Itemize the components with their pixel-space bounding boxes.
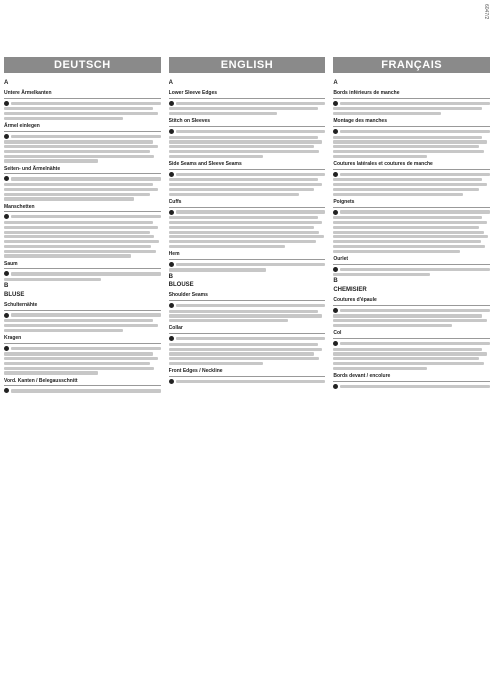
text-row: [4, 346, 161, 351]
step-number-icon: [4, 346, 9, 351]
instruction-block: [333, 119, 490, 158]
text-line: [169, 352, 315, 355]
text-line: [333, 352, 487, 355]
section-a-letter: A: [4, 80, 9, 86]
text-line: [169, 231, 319, 234]
text-row: [169, 172, 326, 177]
step-number-icon: [4, 176, 9, 181]
text-line: [169, 362, 263, 365]
text-line: [4, 197, 134, 200]
step-number-icon: [4, 271, 9, 276]
text-line: [11, 313, 161, 316]
text-line: [4, 319, 153, 322]
text-line: [333, 240, 480, 243]
text-row: [169, 379, 326, 384]
instruction-block: [4, 205, 161, 258]
text-line: [333, 231, 483, 234]
text-line: [340, 342, 490, 345]
step-number-icon: [333, 210, 338, 215]
text-line: [4, 183, 153, 186]
step-number-icon: [169, 210, 174, 215]
step-number-icon: [333, 384, 338, 389]
text-line: [340, 385, 490, 388]
section-a-letter: A: [333, 80, 338, 86]
text-line: [333, 178, 482, 181]
text-line: [4, 150, 150, 153]
instruction-block: [333, 331, 490, 370]
instruction-title: Montage des manches: [333, 119, 490, 127]
text-line: [169, 136, 318, 139]
instruction-title: Manschetten: [4, 205, 161, 213]
text-line: [4, 140, 153, 143]
text-line: [340, 268, 490, 271]
text-line: [340, 130, 490, 133]
text-line: [176, 210, 326, 213]
text-line: [333, 112, 441, 115]
text-line: [333, 226, 479, 229]
section-b-letter: B: [4, 283, 9, 290]
text-line: [340, 173, 490, 176]
instruction-title: Side Seams and Sleeve Seams: [169, 162, 326, 170]
step-number-icon: [169, 172, 174, 177]
text-row: [4, 313, 161, 318]
section-b-letter: B: [333, 278, 338, 285]
instruction-title: Stitch on Sleeves: [169, 119, 326, 127]
text-line: [11, 177, 161, 180]
text-line: [333, 367, 427, 370]
instruction-block: [333, 374, 490, 389]
text-line: [169, 319, 288, 322]
text-line: [333, 140, 487, 143]
text-line: [333, 362, 483, 365]
instruction-block: [169, 369, 326, 384]
text-line: [333, 250, 460, 253]
text-line: [176, 102, 326, 105]
text-line: [4, 250, 156, 253]
text-line: [340, 210, 490, 213]
step-number-icon: [333, 341, 338, 346]
text-line: [176, 337, 326, 340]
text-line: [333, 273, 430, 276]
text-line: [4, 235, 154, 238]
section-a-letter: A: [168, 80, 174, 86]
text-line: [4, 254, 131, 257]
text-line: [333, 155, 427, 158]
text-line: [169, 226, 315, 229]
text-line: [340, 102, 490, 105]
step-number-icon: [333, 267, 338, 272]
instruction-block: [333, 200, 490, 253]
text-row: [169, 262, 326, 267]
text-line: [11, 272, 161, 275]
text-line: [4, 231, 150, 234]
instruction-title: Col: [333, 331, 490, 339]
column-german: [4, 78, 161, 698]
section-b-title: BLUSE: [4, 291, 25, 298]
instruction-title: Lower Sleeve Edges: [169, 91, 326, 99]
text-row: [4, 271, 161, 276]
instruction-title: Kragen: [4, 336, 161, 344]
text-line: [4, 107, 153, 110]
instruction-title: Ourlet: [333, 257, 490, 265]
text-line: [333, 145, 479, 148]
text-line: [333, 357, 479, 360]
text-line: [169, 188, 315, 191]
text-line: [333, 319, 487, 322]
text-line: [176, 263, 326, 266]
text-line: [4, 352, 153, 355]
text-line: [333, 136, 482, 139]
instruction-block: [4, 262, 161, 282]
step-number-icon: [4, 134, 9, 139]
document-code: 6047/2: [483, 4, 489, 20]
text-line: [169, 140, 323, 143]
text-line: [176, 304, 326, 307]
text-line: [4, 329, 123, 332]
section-b-letter: B: [168, 273, 174, 280]
text-line: [333, 216, 482, 219]
instruction-title: Collar: [169, 326, 326, 334]
text-row: [333, 210, 490, 215]
text-line: [333, 183, 487, 186]
instruction-block: [4, 336, 161, 375]
text-line: [333, 324, 452, 327]
instruction-title: Coutures latérales et coutures de manche: [333, 162, 490, 170]
text-line: [4, 117, 123, 120]
text-line: [11, 389, 161, 392]
instruction-title: Poignets: [333, 200, 490, 208]
text-line: [4, 357, 158, 360]
instruction-block: [4, 379, 161, 394]
text-line: [169, 240, 316, 243]
text-line: [11, 215, 161, 218]
text-line: [333, 245, 485, 248]
text-line: [4, 155, 154, 158]
text-line: [169, 216, 318, 219]
text-row: [333, 341, 490, 346]
instruction-title: Bords inférieurs de manche: [333, 91, 490, 99]
text-row: [4, 176, 161, 181]
text-line: [333, 235, 488, 238]
step-number-icon: [169, 129, 174, 134]
header-german: DEUTSCH: [4, 57, 161, 73]
instruction-title: Ärmel einlegen: [4, 124, 161, 132]
instruction-block: [169, 119, 326, 158]
instruction-title: Front Edges / Neckline: [169, 369, 326, 377]
text-row: [169, 129, 326, 134]
instruction-title: Untere Ärmelkanten: [4, 91, 161, 99]
step-number-icon: [333, 172, 338, 177]
text-line: [4, 240, 159, 243]
text-line: [11, 347, 161, 350]
text-line: [169, 221, 323, 224]
text-line: [169, 235, 324, 238]
text-line: [169, 178, 318, 181]
instruction-block: [4, 303, 161, 332]
text-row: [169, 303, 326, 308]
instruction-title: Cuffs: [169, 200, 326, 208]
text-line: [333, 193, 463, 196]
text-line: [4, 324, 158, 327]
text-row: [169, 101, 326, 106]
instruction-title: Seiten- und Ärmelnähte: [4, 167, 161, 175]
column-english: [169, 78, 326, 698]
instruction-block: [169, 293, 326, 322]
step-number-icon: [333, 308, 338, 313]
text-line: [169, 245, 285, 248]
text-line: [169, 357, 319, 360]
text-line: [4, 362, 150, 365]
instruction-title: Shoulder Seams: [169, 293, 326, 301]
instruction-block: [333, 257, 490, 277]
text-line: [333, 314, 482, 317]
text-line: [176, 130, 326, 133]
instruction-title: Hem: [169, 252, 326, 260]
step-number-icon: [333, 129, 338, 134]
text-line: [169, 310, 318, 313]
step-number-icon: [4, 388, 9, 393]
instruction-title: Saum: [4, 262, 161, 270]
step-number-icon: [4, 101, 9, 106]
text-line: [4, 145, 158, 148]
columns: [4, 78, 490, 698]
step-number-icon: [169, 303, 174, 308]
text-line: [4, 159, 98, 162]
instruction-block: [169, 326, 326, 365]
text-line: [333, 188, 479, 191]
text-line: [11, 135, 161, 138]
section-b-title: CHEMISIER: [333, 287, 367, 294]
step-number-icon: [4, 214, 9, 219]
text-row: [333, 172, 490, 177]
instruction-title: Coutures d'épaule: [333, 298, 490, 306]
text-line: [176, 173, 326, 176]
text-line: [4, 221, 153, 224]
text-row: [4, 134, 161, 139]
step-number-icon: [169, 336, 174, 341]
header-english: ENGLISH: [169, 57, 326, 73]
instruction-block: [169, 200, 326, 248]
instruction-title: Vord. Kanten / Belegausschnitt: [4, 379, 161, 387]
instruction-title: Schulternähte: [4, 303, 161, 311]
text-line: [169, 183, 323, 186]
step-number-icon: [169, 101, 174, 106]
text-line: [169, 145, 315, 148]
text-row: [4, 214, 161, 219]
instruction-block: [4, 124, 161, 163]
text-line: [333, 150, 483, 153]
text-line: [4, 226, 158, 229]
text-line: [4, 193, 150, 196]
section-b-title: BLOUSE: [168, 282, 194, 289]
text-line: [169, 112, 277, 115]
text-line: [333, 221, 487, 224]
text-line: [340, 309, 490, 312]
text-line: [169, 314, 323, 317]
text-row: [169, 336, 326, 341]
step-number-icon: [169, 262, 174, 267]
text-line: [169, 150, 319, 153]
text-line: [333, 107, 482, 110]
text-row: [4, 388, 161, 393]
instruction-block: [4, 167, 161, 201]
text-row: [333, 308, 490, 313]
instruction-block: [169, 91, 326, 115]
column-french: [333, 78, 490, 698]
text-line: [4, 112, 158, 115]
text-line: [4, 371, 98, 374]
instruction-block: [4, 91, 161, 120]
instruction-block: [333, 91, 490, 115]
text-line: [333, 348, 482, 351]
language-headers: [4, 57, 490, 73]
text-line: [11, 102, 161, 105]
text-line: [169, 348, 323, 351]
text-line: [4, 188, 158, 191]
text-line: [169, 155, 263, 158]
header-french: FRANÇAIS: [333, 57, 490, 73]
instruction-block: [169, 252, 326, 272]
step-number-icon: [4, 313, 9, 318]
text-line: [169, 193, 299, 196]
text-line: [4, 278, 101, 281]
text-row: [333, 384, 490, 389]
instruction-block: [333, 162, 490, 196]
step-number-icon: [333, 101, 338, 106]
text-row: [4, 101, 161, 106]
text-row: [333, 101, 490, 106]
text-line: [4, 245, 151, 248]
text-line: [169, 343, 318, 346]
text-line: [176, 380, 326, 383]
text-line: [169, 268, 266, 271]
text-line: [4, 367, 154, 370]
instruction-block: [169, 162, 326, 196]
text-row: [169, 210, 326, 215]
text-row: [333, 129, 490, 134]
instruction-block: [333, 298, 490, 327]
step-number-icon: [169, 379, 174, 384]
instruction-title: Bords devant / encolure: [333, 374, 490, 382]
text-line: [169, 107, 318, 110]
text-row: [333, 267, 490, 272]
